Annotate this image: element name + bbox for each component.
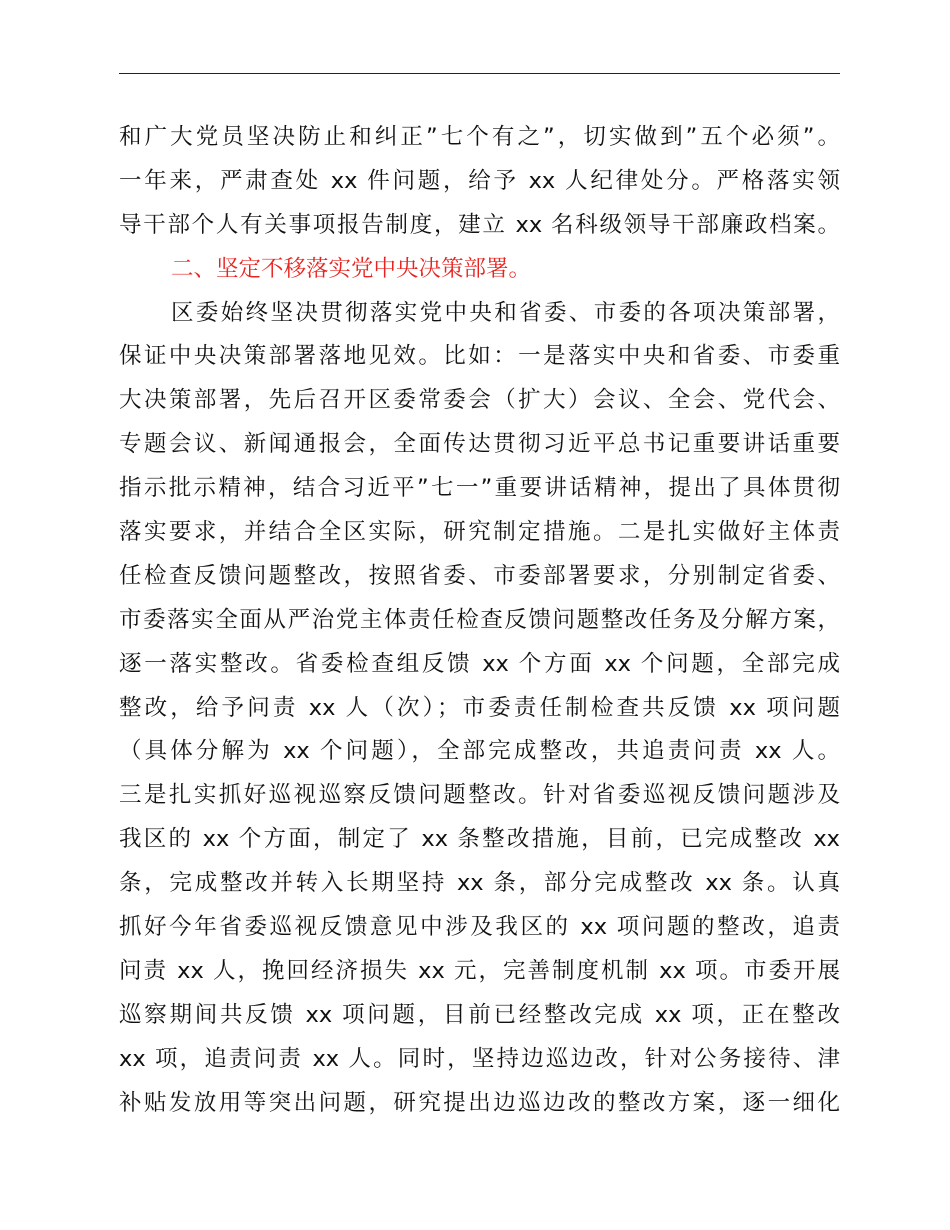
text-line: 三是扎实抓好巡视巡察反馈问题整改。针对省委巡视反馈问题涉及	[119, 782, 840, 809]
text-line: 抓好今年省委巡视反馈意见中涉及我区的 xx 项问题的整改，追责	[119, 914, 840, 941]
text-line: 条，完成整改并转入长期坚持 xx 条，部分完成整改 xx 条。认真	[119, 870, 840, 897]
text-line: 任检查反馈问题整改，按照省委、市委部署要求，分别制定省委、	[119, 562, 840, 589]
section-heading: 二、坚定不移落实党中央决策部署。	[171, 255, 532, 282]
text-line: 指示批示精神，结合习近平”七一”重要讲话精神，提出了具体贯彻	[119, 475, 840, 502]
text-line: xx 项，追责问责 xx 人。同时，坚持边巡边改，针对公务接待、津	[119, 1045, 840, 1072]
text-line: 问责 xx 人，挽回经济损失 xx 元，完善制度机制 xx 项。市委开展	[119, 957, 840, 984]
text-line: 市委落实全面从严治党主体责任检查反馈问题整改任务及分解方案，	[119, 606, 840, 633]
text-line: 一年来，严肃查处 xx 件问题，给予 xx 人纪律处分。严格落实领	[119, 167, 840, 194]
document-body	[119, 116, 845, 1125]
text-line: 导干部个人有关事项报告制度，建立 xx 名科级领导干部廉政档案。	[119, 211, 840, 238]
text-line: 巡察期间共反馈 xx 项问题，目前已经整改完成 xx 项，正在整改	[119, 1001, 840, 1028]
text-line: 整改，给予问责 xx 人（次）；市委责任制检查共反馈 xx 项问题	[119, 694, 840, 721]
text-line: 和广大党员坚决防止和纠正”七个有之”，切实做到”五个必须”。	[119, 124, 840, 150]
text-line: 大决策部署，先后召开区委常委会（扩大）会议、全会、党代会、	[119, 387, 840, 414]
text-line: 逐一落实整改。省委检查组反馈 xx 个方面 xx 个问题，全部完成	[119, 650, 840, 677]
text-line: 补贴发放用等突出问题，研究提出边巡边改的整改方案，逐一细化	[119, 1089, 840, 1116]
text-line: 专题会议、新闻通报会，全面传达贯彻习近平总书记重要讲话重要	[119, 431, 840, 458]
text-line: 保证中央决策部署落地见效。比如：一是落实中央和省委、市委重	[119, 343, 840, 370]
header-rule	[119, 73, 840, 74]
text-line: （具体分解为 xx 个问题），全部完成整改，共追责问责 xx 人。	[119, 738, 840, 765]
text-line: 落实要求，并结合全区实际，研究制定措施。二是扎实做好主体责	[119, 519, 840, 546]
text-line: 我区的 xx 个方面，制定了 xx 条整改措施，目前，已完成整改 xx	[119, 826, 840, 853]
text-line: 区委始终坚决贯彻落实党中央和省委、市委的各项决策部署，	[171, 299, 840, 326]
